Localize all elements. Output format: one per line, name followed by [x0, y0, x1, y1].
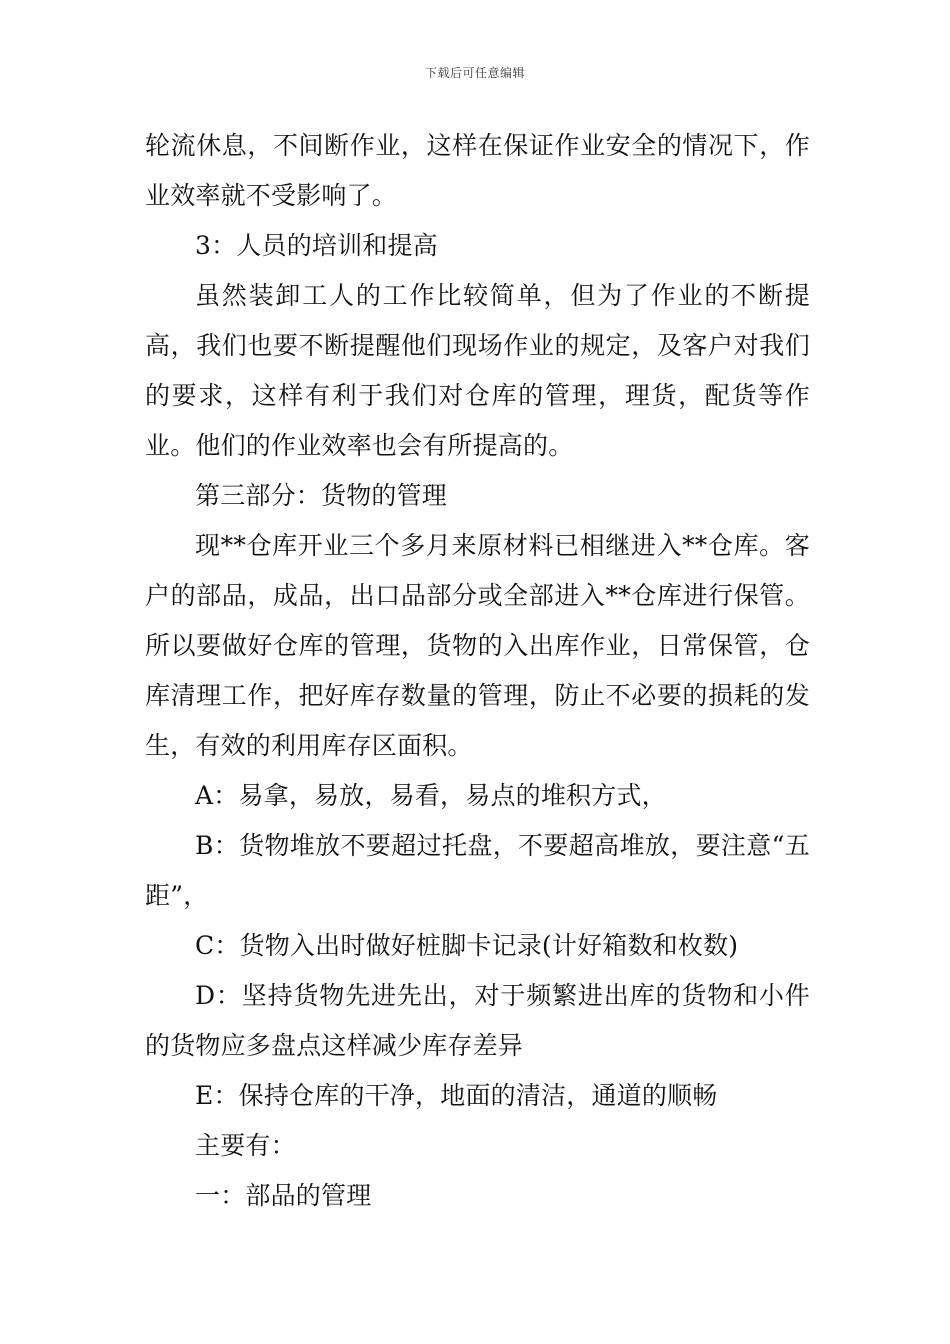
section-heading: 第三部分：货物的管理	[195, 481, 448, 510]
document-body	[145, 121, 810, 1221]
paragraph-main: 主要有：	[195, 1131, 296, 1160]
paragraph-2: 3：人员的培训和提高	[195, 231, 438, 260]
list-item-e: E：保持仓库的干净，地面的清洁，通道的顺畅	[195, 1081, 718, 1110]
paragraph-5: 现**仓库开业三个多月来原材料已相继进入**仓库。客户的部品，成品，出口品部分或全部进入**仓库进行保管。所以要做好仓库的管理，货物的入出库作业，日常保管，仓库清理工作，把好库存数量的管理，防止不必要的损耗的发生，有效的利用库存区面积。	[145, 531, 810, 760]
subsection-heading: 一：部品的管理	[195, 1181, 372, 1210]
paragraph-3: 虽然装卸工人的工作比较简单，但为了作业的不断提高，我们也要不断提醒他们现场作业的规定，及客户对我们的要求，这样有利于我们对仓库的管理，理货，配货等作业。他们的作业效率也会有所提高的。	[145, 281, 810, 460]
list-item-a: A：易拿，易放，易看，易点的堆积方式，	[195, 781, 667, 810]
list-item-c: C：货物入出时做好桩脚卡记录(计好箱数和枚数)	[195, 931, 739, 960]
paragraph-1: 轮流休息，不间断作业，这样在保证作业安全的情况下，作业效率就不受影响了。	[145, 131, 810, 210]
list-item-d: D：坚持货物先进先出，对于频繁进出库的货物和小件的货物应多盘点这样减少库存差异	[145, 981, 810, 1060]
page-header: 下载后可任意编辑	[424, 66, 525, 80]
list-item-b: B：货物堆放不要超过托盘，不要超高堆放，要注意“五距”，	[145, 831, 810, 910]
